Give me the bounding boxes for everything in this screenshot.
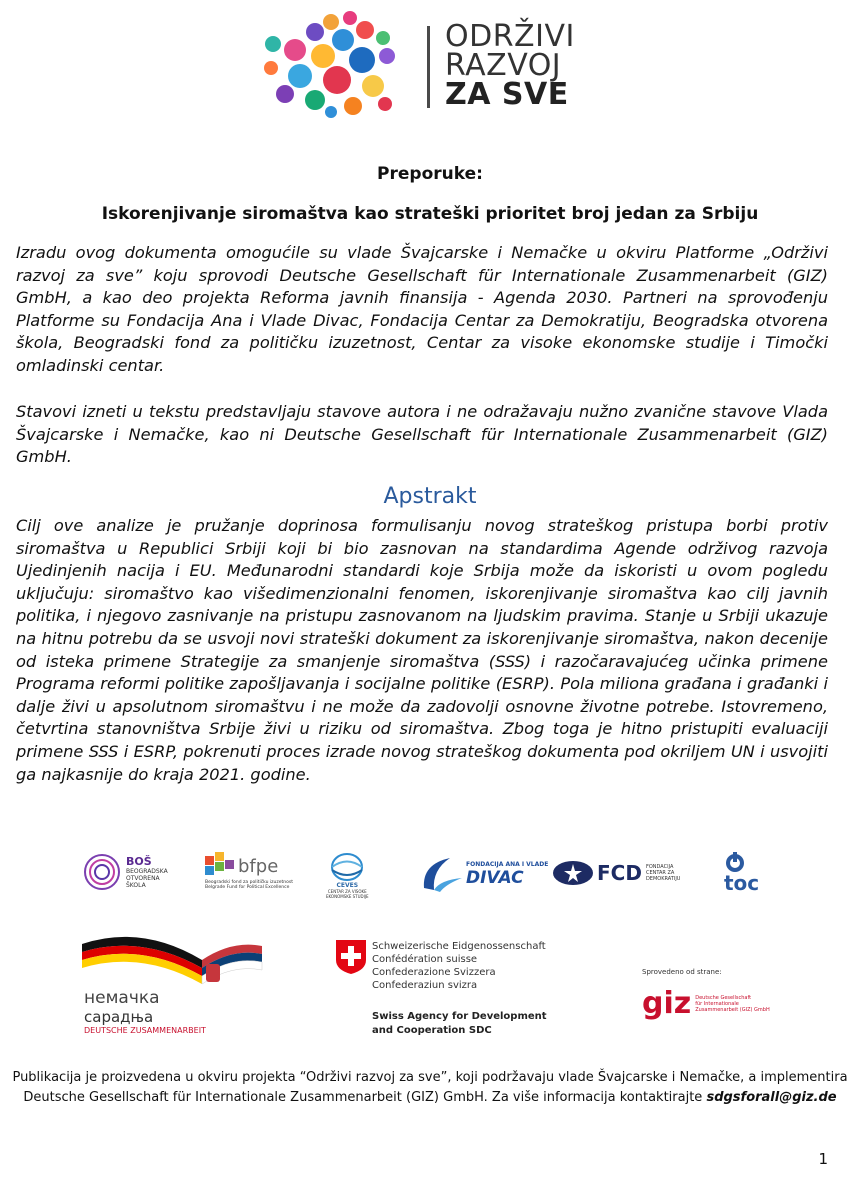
intro-paragraph: Izradu ovog dokumenta omogućile su vlade Švajcarske i Nemačke u okviru Platforme „Održivi razvoj za sve” koju sprovodi Deutsche Gesellschaft für Internationale Zusammenarbeit (GIZ) GmbH, a kao deo projekta Reforma javnih finansija - Agenda 2030. Partneri na sprovođenju Platforme su Fondacija Ana i Vlade Divac, Fondacija Centar za Demokratiju, Beogradska otvorena škola, Beogradski fond za političku izuzetnost, Centar za visoke ekonomske studije i Timočki omladinski centar.: [16, 243, 828, 375]
swiss-agency-2: and Cooperation SDC: [372, 1025, 492, 1036]
german-line-1: немачка: [84, 988, 160, 1008]
header-logo: [255, 8, 595, 120]
swiss-line-2: Confédération suisse: [372, 954, 478, 965]
logo-line-1: ODRŽIVI: [445, 19, 575, 54]
bos-sunburst-icon: [82, 852, 122, 892]
swiss-agency-1: Swiss Agency for Development: [372, 1011, 547, 1022]
divac-name: DIVAC: [466, 867, 524, 888]
bfpe-sub-1: Beogradski fond za političku izuzetnost: [205, 880, 294, 885]
bfpe-name: bfpe: [238, 855, 279, 877]
ceves-sub-1: CENTAR ZA VISOKE: [327, 889, 367, 894]
bos-logo: [82, 852, 168, 892]
contact-email-link[interactable]: sdgsforall@giz.de: [706, 1090, 837, 1105]
bfpe-sub-2: Belgrade Fund for Political Excellence: [205, 885, 290, 890]
fcd-star-icon: [552, 860, 594, 886]
section-label: Preporuke:: [377, 164, 483, 184]
divac-swoosh-icon: [420, 854, 464, 894]
giz-logo: [642, 968, 782, 1021]
bos-sub-3: ŠKOLA: [126, 882, 146, 889]
fcd-sub-3: DEMOKRATIJU: [645, 876, 681, 882]
fcd-sub-1: FONDACIJA: [645, 864, 674, 870]
fcd-name: FCD: [597, 861, 642, 885]
german-line-2: сарадња: [84, 1008, 154, 1026]
bos-name: BOŠ: [126, 855, 152, 868]
german-serbian-flag-ribbon-icon: [82, 930, 272, 990]
logo-divider: [427, 26, 430, 108]
logo-line-3: ZA SVE: [445, 77, 569, 112]
ceves-sub-2: EKONOMSKE STUDIJE: [326, 894, 369, 899]
giz-sub-3: Zusammenarbeit (GIZ) GmbH: [695, 1007, 770, 1013]
bos-sub-2: OTVORENA: [126, 875, 160, 882]
footer-text: Publikacija je proizvedena u okviru projekta “Održivi razvoj za sve”, koji podržavaju vlade Švajcarske i Nemačke, a implementira Deutsche Gesellschaft für Internationale Zusammenarbeit (GIZ) GmbH. Za više informacija kontaktirajte: [12, 1070, 848, 1105]
bfpe-mosaic-icon: [205, 852, 235, 880]
fcd-logo: [552, 860, 680, 886]
giz-sub-1: Deutsche Gesellschaft: [695, 995, 752, 1001]
ceves-name: CEVES: [336, 882, 359, 889]
swiss-line-4: Confederaziun svizra: [372, 980, 478, 991]
ceves-globe-icon: [329, 852, 365, 882]
speech-bubbles-icon: [255, 8, 420, 120]
footer-note: [10, 1068, 850, 1108]
bfpe-logo: [205, 852, 293, 890]
fcd-sub-2: CENTAR ZA: [645, 870, 675, 876]
swiss-line-3: Confederazione Svizzera: [372, 967, 496, 978]
german-cooperation-logo: [82, 930, 272, 1040]
giz-name: giz: [642, 986, 692, 1021]
document-title: Iskorenjivanje siromaštva kao strateški prioritet broj jedan za Srbiju: [101, 204, 759, 224]
swiss-line-1: Schweizerische Eidgenossenschaft: [372, 941, 546, 952]
divac-sub: FONDACIJA ANA I VLADE: [466, 860, 549, 868]
german-line-3: DEUTSCHE ZUSAMMENARBEIT: [84, 1026, 206, 1035]
ceves-logo: [326, 852, 369, 899]
divac-logo: [420, 854, 548, 894]
abstract-text: Cilj ove analize je pružanje doprinosa formulisanju novog strateškog pristupa borbi protiv siromaštva u Republici Srbiji koji bi bio zasnovan na standardima Agende održivog razvoja Ujedinjenih nacija i EU. Međunarodni standardi koje Srbija može da iskoristi u ovom pogledu uključuju: siromaštvo kao višedimenzionalni fenomen, iskorenjivanje siromaštva kao cilj javnih politika, i njegovo zasnivanje na pristupu zasnovanom na ljudskim pravima. Stanje u Srbiji ukazuje na hitnu potrebu da se usvoji novi strateški dokument za iskorenjivanje siromaštva, nakon decenije od isteka primene Strategije za smanjenje siromaštva (SSS) i razočaravajućeg učinka primene Programa reformi politike zapošljavanja i socijalne politike (ESRP). Pola miliona građana i građanki i dalje živi u apsolutnom siromaštvu i ne može da zadovolji osnovne životne potrebe. Istovremeno, četvrtina stanovništva Srbije živi u riziku od siromaštva. Zbog toga je hitno pristupiti evaluaciji primene SSS i ESRP, pokrenuti proces izrade novog strateškog dokumenta pod okriljem UN i usvojiti ga najkasnije do kraja 2021. godine.: [16, 516, 828, 784]
page-number: 1: [818, 1150, 828, 1168]
logo-line-2: RAZVOJ: [445, 48, 562, 83]
abstract-title: Apstrakt: [383, 484, 477, 509]
giz-label: Sprovedeno od strane:: [642, 968, 722, 976]
bos-sub-1: BEOGRADSKA: [126, 868, 168, 875]
swiss-cross-icon: [336, 940, 366, 974]
toc-logo: [724, 852, 760, 895]
giz-sub-2: für Internationale: [695, 1001, 739, 1007]
toc-name: toc: [724, 871, 760, 895]
disclaimer-paragraph: Stavovi izneti u tekstu predstavljaju stavove autora i ne odražavaju nužno zvanične stavove Vlada Švajcarske i Nemačke, kao ni Deutsche Gesellschaft für Internationale Zusammenarbeit (GIZ) GmbH.: [16, 402, 828, 467]
